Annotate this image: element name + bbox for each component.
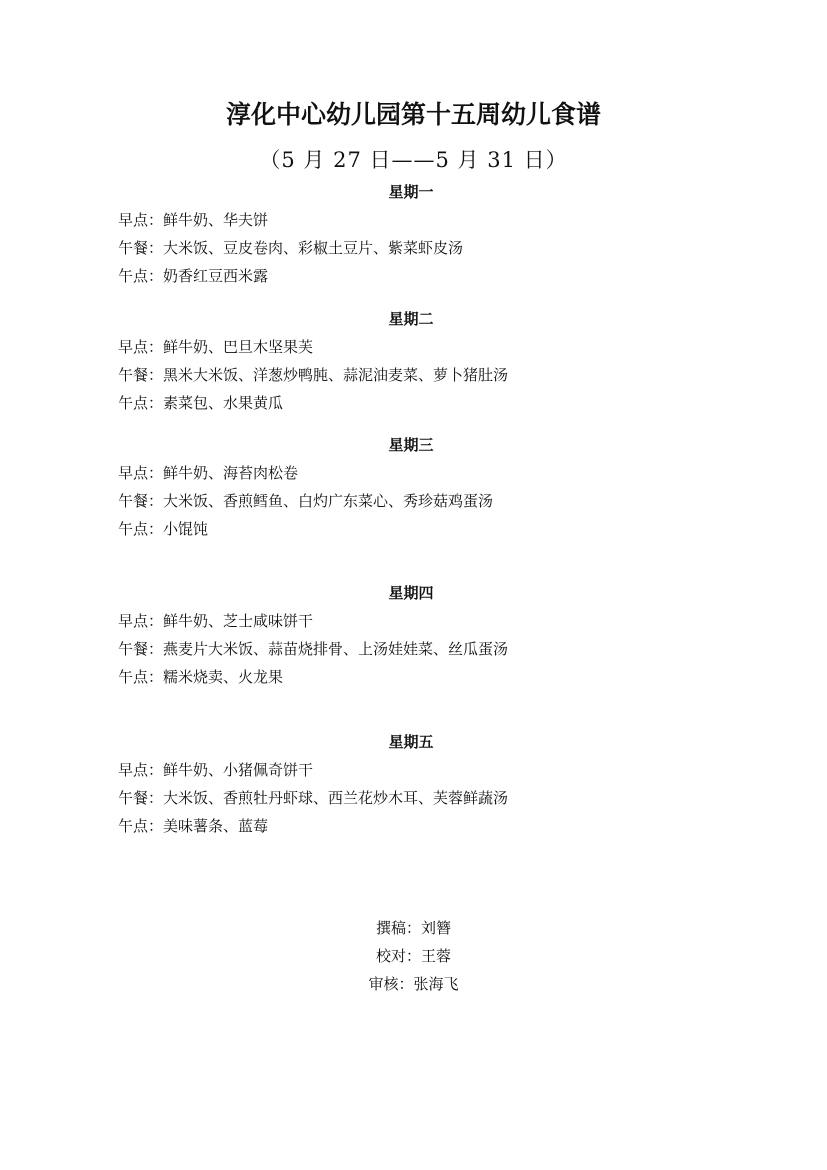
credit-proofreader: 校对：王蓉 bbox=[375, 947, 451, 965]
date-range: （5 月 27 日——5 月 31 日） bbox=[259, 148, 568, 172]
credit-author: 撰稿：刘簪 bbox=[375, 919, 451, 937]
day-tuesday bbox=[118, 309, 718, 417]
meal-breakfast: 早点：鲜牛奶、芝士咸味饼干 bbox=[118, 612, 314, 630]
meal-snack: 午点：奶香红豆西米露 bbox=[118, 267, 269, 285]
meal-snack: 午点：美味薯条、蓝莓 bbox=[118, 817, 269, 835]
meal-lunch: 午餐：黑米大米饭、洋葱炒鸭肫、蒜泥油麦菜、萝卜猪肚汤 bbox=[118, 366, 509, 384]
meal-snack: 午点：糯米烧卖、火龙果 bbox=[118, 668, 284, 686]
page-title: 淳化中心幼儿园第十五周幼儿食谱 bbox=[225, 100, 601, 129]
credits bbox=[0, 914, 827, 998]
meal-lunch: 午餐：大米饭、香煎鳕鱼、白灼广东菜心、秀珍菇鸡蛋汤 bbox=[118, 492, 494, 510]
meal-breakfast: 早点：鲜牛奶、华夫饼 bbox=[118, 211, 269, 229]
day-thursday bbox=[118, 583, 718, 691]
day-heading: 星期五 bbox=[388, 733, 434, 751]
day-heading: 星期四 bbox=[388, 584, 434, 602]
meal-lunch: 午餐：燕麦片大米饭、蒜苗烧排骨、上汤娃娃菜、丝瓜蛋汤 bbox=[118, 640, 509, 658]
meal-breakfast: 早点：鲜牛奶、巴旦木坚果芙 bbox=[118, 338, 314, 356]
meal-snack: 午点：小馄饨 bbox=[118, 520, 209, 538]
meal-breakfast: 早点：鲜牛奶、海苔肉松卷 bbox=[118, 464, 299, 482]
day-wednesday bbox=[118, 435, 718, 543]
meal-lunch: 午餐：大米饭、豆皮卷肉、彩椒土豆片、紫菜虾皮汤 bbox=[118, 239, 464, 257]
meal-lunch: 午餐：大米饭、香煎牡丹虾球、西兰花炒木耳、芙蓉鲜蔬汤 bbox=[118, 789, 509, 807]
credit-reviewer: 审核：张海飞 bbox=[368, 975, 459, 993]
day-heading: 星期三 bbox=[388, 436, 434, 454]
day-heading: 星期一 bbox=[388, 183, 434, 201]
meal-snack: 午点：素菜包、水果黄瓜 bbox=[118, 394, 284, 412]
meal-breakfast: 早点：鲜牛奶、小猪佩奇饼干 bbox=[118, 761, 314, 779]
day-monday bbox=[118, 182, 718, 290]
day-heading: 星期二 bbox=[388, 310, 434, 328]
day-friday bbox=[118, 732, 718, 840]
